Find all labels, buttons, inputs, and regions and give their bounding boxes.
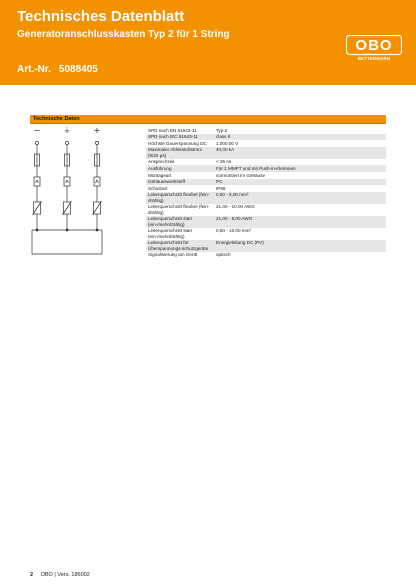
spec-row [146,147,386,159]
spec-value: Für 1 MMPT und mit Push-in-Klemmen [214,165,386,172]
article-label: Art.-Nr. [17,64,51,75]
page-footer [30,572,90,578]
ground-symbol: ⏚ [63,126,71,135]
footer-brand: OBO [40,572,53,578]
spec-key: Gehäusewerkstoff [146,179,214,186]
spec-row [146,252,386,259]
spec-row [146,134,386,141]
spec-key: SPD nach IEC 61643-11 [146,134,214,141]
spec-key: Leiterquerschnitt für Überspannungs-schutzgeräte [146,240,214,252]
spec-key: Leiterquerschnitt flexibel (fein-drähtig) [148,204,210,215]
spec-value: PC [214,179,386,186]
spec-row [146,159,386,166]
spec-key: Höchste Dauerspannung DC [148,140,207,146]
article-number-line [17,64,106,75]
spec-key: SPD nach EN 61643-11 [148,127,197,133]
spec-key: Leiterquerschnitt starr (ein-/mehrdrähtig) [146,216,214,228]
string-line-minus [33,141,42,230]
circuit-diagram [30,126,130,276]
spec-row [146,204,386,216]
footer-version: Vers. 186002 [57,572,90,578]
spec-row [146,165,386,172]
spec-row [146,192,386,204]
spec-value: IP66 [216,185,226,191]
plus-symbol: + [93,126,101,135]
product-subtitle: Generatoranschlusskasten Typ 2 für 1 String [17,29,230,40]
article-number: 5088405 [58,64,98,75]
document-title: Technisches Datenblatt [17,8,185,25]
spec-value: Energieleitung DC (PV) [214,240,386,252]
spec-value: Typ 2 [216,127,228,133]
logo-text: OBO [355,36,393,54]
spec-row [146,240,386,252]
section-header [30,115,386,124]
header-band [0,0,416,85]
circuit-diagram-svg [30,126,130,271]
page-number: 2 [30,572,34,578]
spec-key: Montageart [148,172,172,178]
spec-key: Ansprechzeit [148,159,175,165]
spec-row [146,140,386,147]
obo-logo [346,35,402,65]
spec-key: Leiterquerschnitt flexibel (fein-drähtig) [146,192,214,204]
string-line-plus [93,141,102,230]
minus-symbol: − [33,126,41,135]
spec-value: vormontiert im Gehäuse [216,172,266,178]
spec-row [146,185,386,192]
spec-row [146,228,386,240]
string-line-ground [63,141,72,230]
section-title: Technische Daten [33,116,80,122]
spec-value: 21,00 - 10,00 AWG [216,204,255,210]
technical-data-table [146,127,386,258]
spec-value: 0,50 - 6,00 mm² [214,192,386,204]
spec-key: Maximaler Ableitstoßstrom (8/20 µs) [146,147,214,159]
logo-subtext: BETTERMANN [357,56,391,61]
spec-value: < 25 ns [216,159,232,165]
spec-row [146,216,386,228]
spec-row [146,172,386,179]
spec-key: Signalisierung am Gerät [148,252,198,258]
spec-value: class II [214,134,386,141]
footer-separator: | [54,572,56,578]
spec-key: Leiterquerschnitt starr (ein-/mehrdrähtig) [148,228,193,239]
spec-key: Ausführung [146,165,214,172]
spec-value: optisch [216,252,231,258]
spec-row [146,179,386,186]
spec-value: 0,50 - 10,00 mm² [216,228,251,234]
spec-value: 21,00 - 8,00 AWG [214,216,386,228]
spec-key: Schutzart [148,185,168,191]
spec-row [146,127,386,134]
spec-value: 40,00 kA [214,147,386,159]
spec-value: 1.000,00 V [216,140,239,146]
